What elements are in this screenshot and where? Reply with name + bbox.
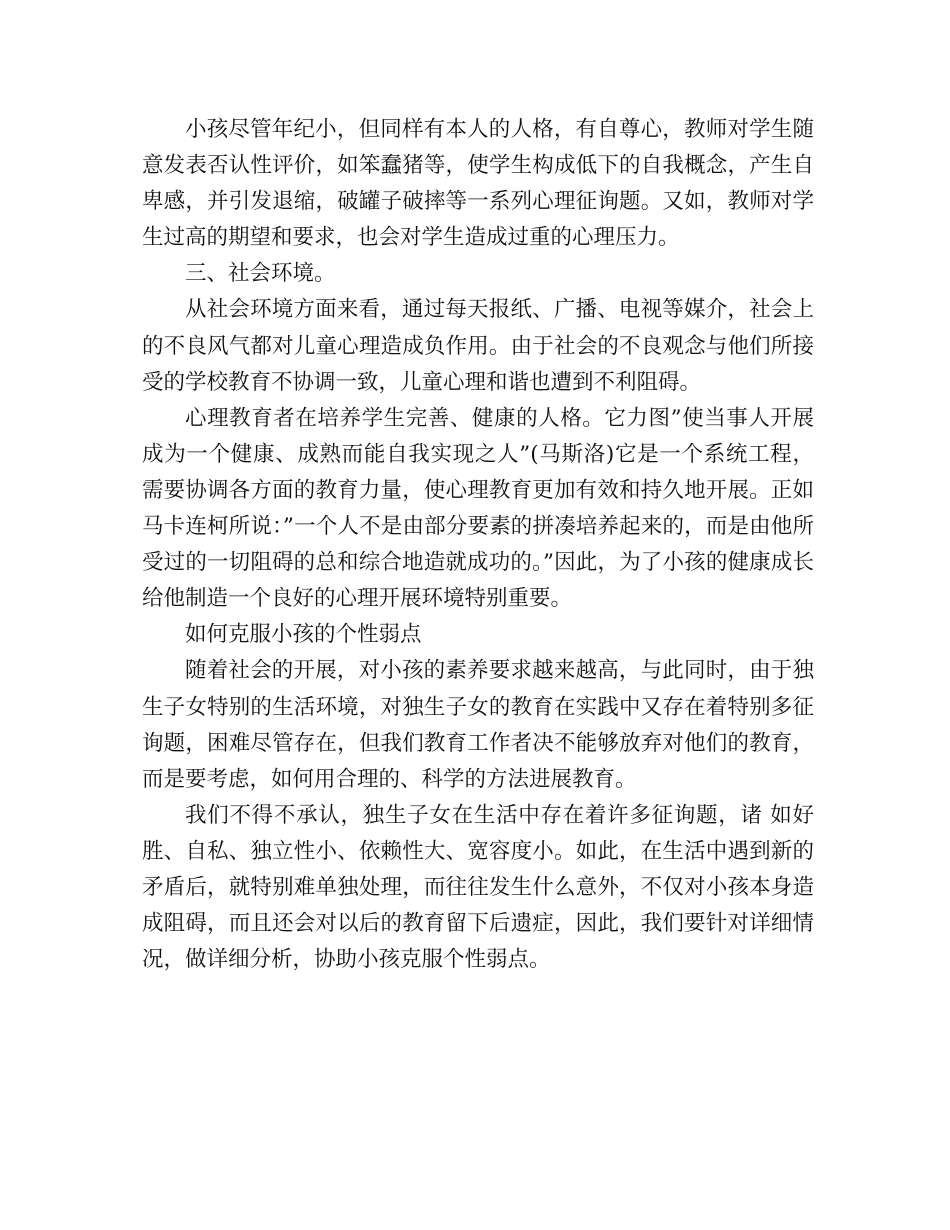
paragraph-teacher-evaluation: 小孩尽管年纪小，但同样有本人的人格，有自尊心，教师对学生随意发表否认性评价，如笨蠢猪等，使学生构成低下的自我概念，产生自卑感，并引发退缩，破罐子破摔等一系列心理征询题。又如，教师对学生过高的期望和要求，也会对学生造成过重的心理压力。 bbox=[142, 117, 814, 251]
paragraph-only-child-education: 随着社会的开展，对小孩的素养要求越来越高，与此同时，由于独生子女特别的生活环境，对独生子女的教育在实践中又存在着特别多征询题，困难尽管存在，但我们教育工作者决不能够放弃对他们的教育，而是要考虑，如何用合理的、科学的方法进展教育。 bbox=[142, 658, 814, 792]
section-heading-personality-weakness: 如何克服小孩的个性弱点 bbox=[185, 622, 422, 648]
paragraph-social-environment: 从社会环境方面来看，通过每天报纸、广播、电视等媒介，社会上的不良风气都对儿童心理造成负作用。由于社会的不良观念与他们所接受的学校教育不协调一致，儿童心理和谐也遭到不利阻碍。 bbox=[142, 297, 814, 395]
document-page bbox=[142, 112, 814, 978]
paragraph-only-child-problems: 我们不得不承认，独生子女在生活中存在着许多征询题，诸 如好胜、自私、独立性小、依赖性大、宽容度小。如此，在生活中遇到新的矛盾后，就特别难单独处理，而往往发生什么意外，不仅对小孩本身造成阻碍，而且还会对以后的教育留下后遗症，因此，我们要针对详细情况，做详细分析，协助小孩克服个性弱点。 bbox=[142, 802, 814, 973]
paragraph-psychological-education: 心理教育者在培养学生完善、健康的人格。它力图”使当事人开展成为一个健康、成熟而能自我实现之人”(马斯洛)它是一个系统工程，需要协调各方面的教育力量，使心理教育更加有效和持久地开展。正如马卡连柯所说：”一个人不是由部分要素的拼凑培养起来的，而是由他所受过的一切阻碍的总和综合地造就成功的。”因此，为了小孩的健康成长给他制造一个良好的心理开展环境特别重要。 bbox=[142, 405, 814, 612]
section-heading-social-environment: 三、社会环境。 bbox=[185, 261, 336, 287]
